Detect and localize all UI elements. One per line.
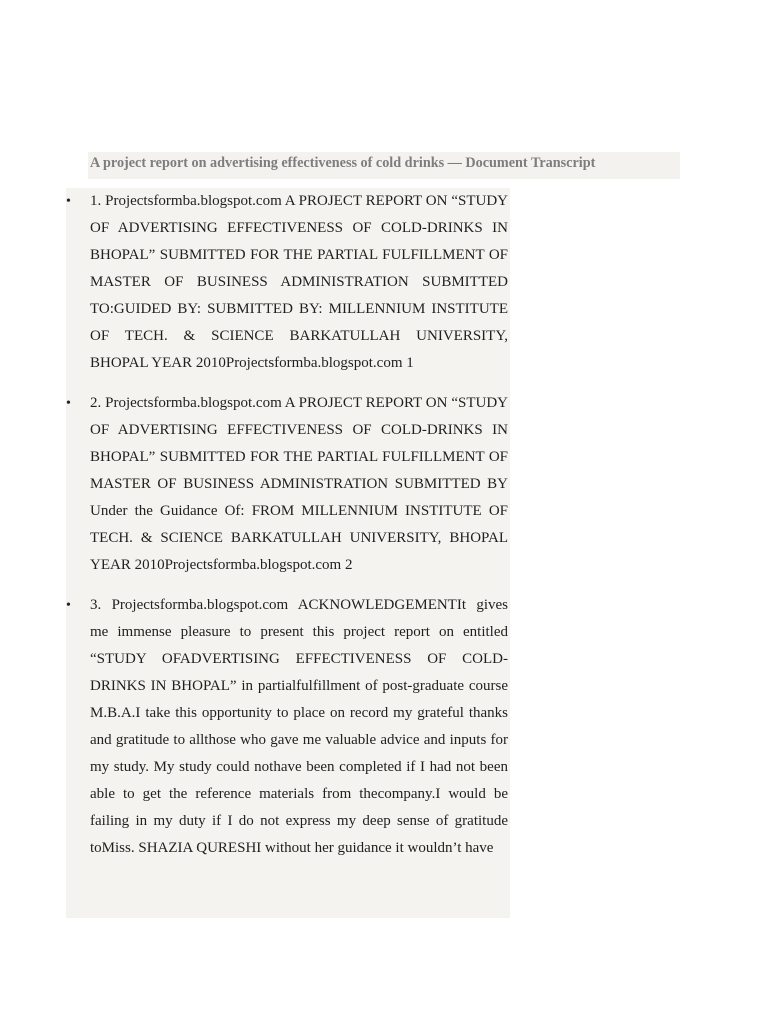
document-title: A project report on advertising effectiveness of cold drinks — Document Transcript [88,152,680,179]
transcript-item-text: 3. Projectsformba.blogspot.com ACKNOWLEDGEMENTIt gives me immense pleasure to present this project report on entitled “STUDY OFADVERTISING EFFECTIVENESS OF COLD-DRINKS IN BHOPAL” in partialfulfillment of post-graduate course M.B.A.I take this opportunity to place on record my grateful thanks and gratitude to allthose who gave me valuable advice and inputs for my study. My study could nothave been completed if I had not been able to get the reference materials from thecompany.I would be failing in my duty if I do not express my deep sense of gratitude toMiss. SHAZIA QURESHI without her guidance it wouldn’t have [90,597,508,856]
transcript-panel [66,188,510,918]
bullet-icon: • [66,396,71,411]
transcript-item-text: 2. Projectsformba.blogspot.com A PROJECT REPORT ON “STUDY OF ADVERTISING EFFECTIVENESS OF COLD-DRINKS IN BHOPAL” SUBMITTED FOR THE PARTIAL FULFILLMENT OF MASTER OF BUSINESS ADMINISTRATION SUBMITTED BY Under the Guidance Of: FROM MILLENNIUM INSTITUTE OF TECH. & SCIENCE BARKATULLAH UNIVERSITY, BHOPAL YEAR 2010Projectsformba.blogspot.com 2 [90,395,508,573]
transcript-list [66,188,510,862]
transcript-item [66,390,508,579]
bullet-icon: • [66,598,71,613]
transcript-item [66,592,508,862]
bullet-icon: • [66,194,71,209]
transcript-item [66,188,508,377]
transcript-item-text: 1. Projectsformba.blogspot.com A PROJECT REPORT ON “STUDY OF ADVERTISING EFFECTIVENESS OF COLD-DRINKS IN BHOPAL” SUBMITTED FOR THE PARTIAL FULFILLMENT OF MASTER OF BUSINESS ADMINISTRATION SUBMITTED TO:GUIDED BY: SUBMITTED BY: MILLENNIUM INSTITUTE OF TECH. & SCIENCE BARKATULLAH UNIVERSITY, BHOPAL YEAR 2010Projectsformba.blogspot.com 1 [90,193,508,371]
